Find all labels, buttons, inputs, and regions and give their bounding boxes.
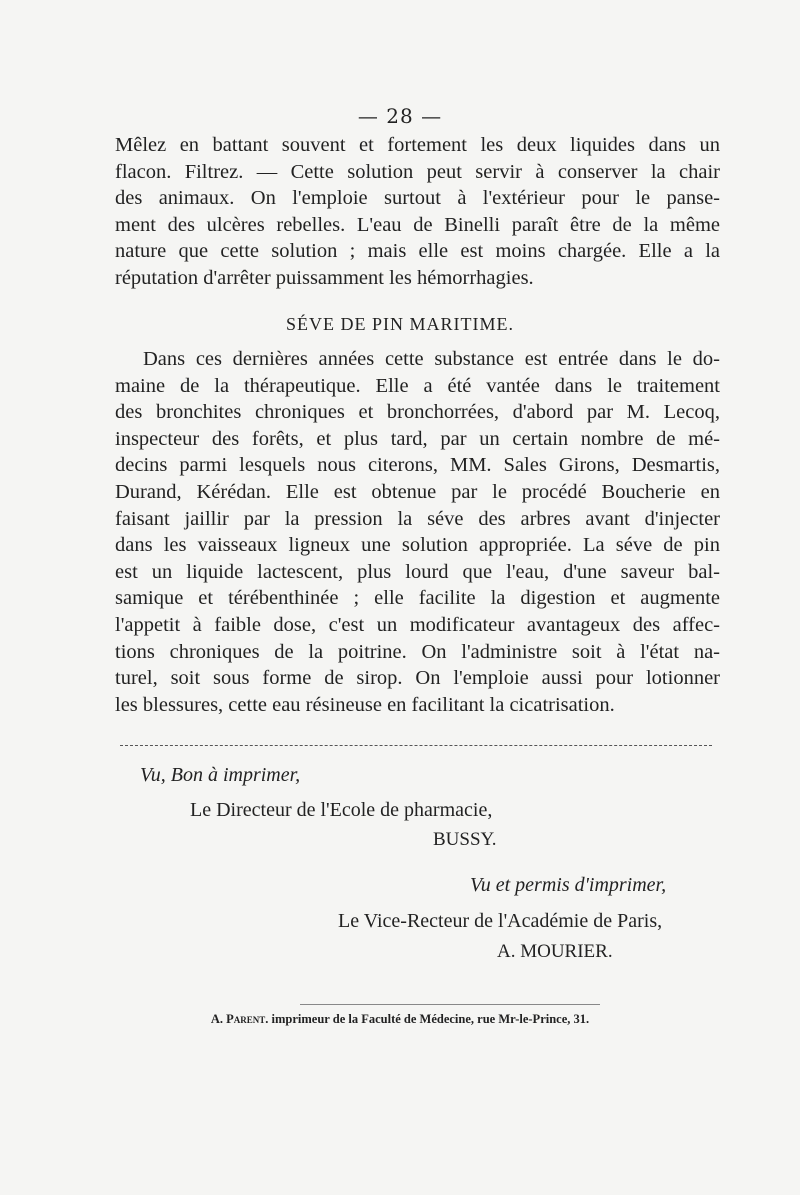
text-line: Dans ces dernières années cette substance est entrée dans le do- [143, 348, 720, 370]
vice-recteur-title: Le Vice-Recteur de l'Académie de Paris, [338, 910, 663, 932]
text-line: inspecteur des forêts, et plus tard, par un certain nombre de mé- [115, 427, 720, 450]
text-line: nature que cette solution ; mais elle est moins chargée. Elle a la [115, 240, 720, 263]
text-line: réputation d'arrêter puissamment les hémorrhagies. [115, 266, 534, 289]
text-line: ment des ulcères rebelles. L'eau de Binelli paraît être de la même [115, 213, 720, 236]
text-line: tions chroniques de la poitrine. On l'administre soit à l'état na- [115, 640, 720, 663]
text-line: des bronchites chroniques et bronchorrées, d'abord par M. Lecoq, [115, 401, 720, 424]
approval-vu: Vu, Bon à imprimer, [140, 764, 301, 786]
paragraph-seve-de-pin [115, 346, 720, 718]
imprint-rule [300, 1004, 600, 1005]
paragraph-eau-binelli [115, 132, 720, 292]
text-line: des animaux. On l'emploie surtout à l'extérieur pour le panse- [115, 187, 720, 210]
text-line: l'appetit à faible dose, c'est un modificateur avantageux des affec- [115, 613, 720, 636]
text-line: decins parmi lesquels nous citerons, MM. Sales Girons, Desmartis, [115, 454, 720, 477]
text-line: turel, soit sous forme de sirop. On l'emploie aussi pour lotionner [115, 667, 720, 690]
text-line: Mêlez en battant souvent et fortement les deux liquides dans un [115, 134, 720, 156]
page-number: — 28 — [357, 104, 443, 128]
divider-rule [120, 745, 712, 746]
printer-name: A. Parent. [210, 1012, 269, 1026]
text-line: maine de la thérapeutique. Elle a été vantée dans le traitement [115, 374, 720, 397]
text-line: dans les vaisseaux ligneux une solution appropriée. La séve de pin [115, 534, 720, 557]
permission-print: Vu et permis d'imprimer, [470, 874, 667, 896]
section-heading: SÉVE DE PIN MARITIME. [286, 314, 514, 334]
signatory-bussy: BUSSY. [433, 829, 497, 850]
printer-address: imprimeur de la Faculté de Médecine, rue Mr-le-Prince, 31. [268, 1012, 590, 1026]
text-line: est un liquide lactescent, plus lourd que l'eau, d'une saveur bal- [115, 560, 720, 583]
text-line: Durand, Kérédan. Elle est obtenue par le procédé Boucherie en [115, 480, 720, 503]
signatory-mourier: A. MOURIER. [497, 941, 613, 962]
text-line: samique et térébenthinée ; elle facilite la digestion et augmente [115, 587, 720, 610]
director-title: Le Directeur de l'Ecole de pharmacie, [190, 799, 493, 821]
text-line: flacon. Filtrez. — Cette solution peut servir à conserver la chair [115, 160, 720, 183]
text-line: faisant jaillir par la pression la séve des arbres avant d'injecter [115, 507, 720, 530]
printer-imprint [0, 1012, 800, 1027]
text-line: les blessures, cette eau résineuse en facilitant la cicatrisation. [115, 693, 615, 716]
